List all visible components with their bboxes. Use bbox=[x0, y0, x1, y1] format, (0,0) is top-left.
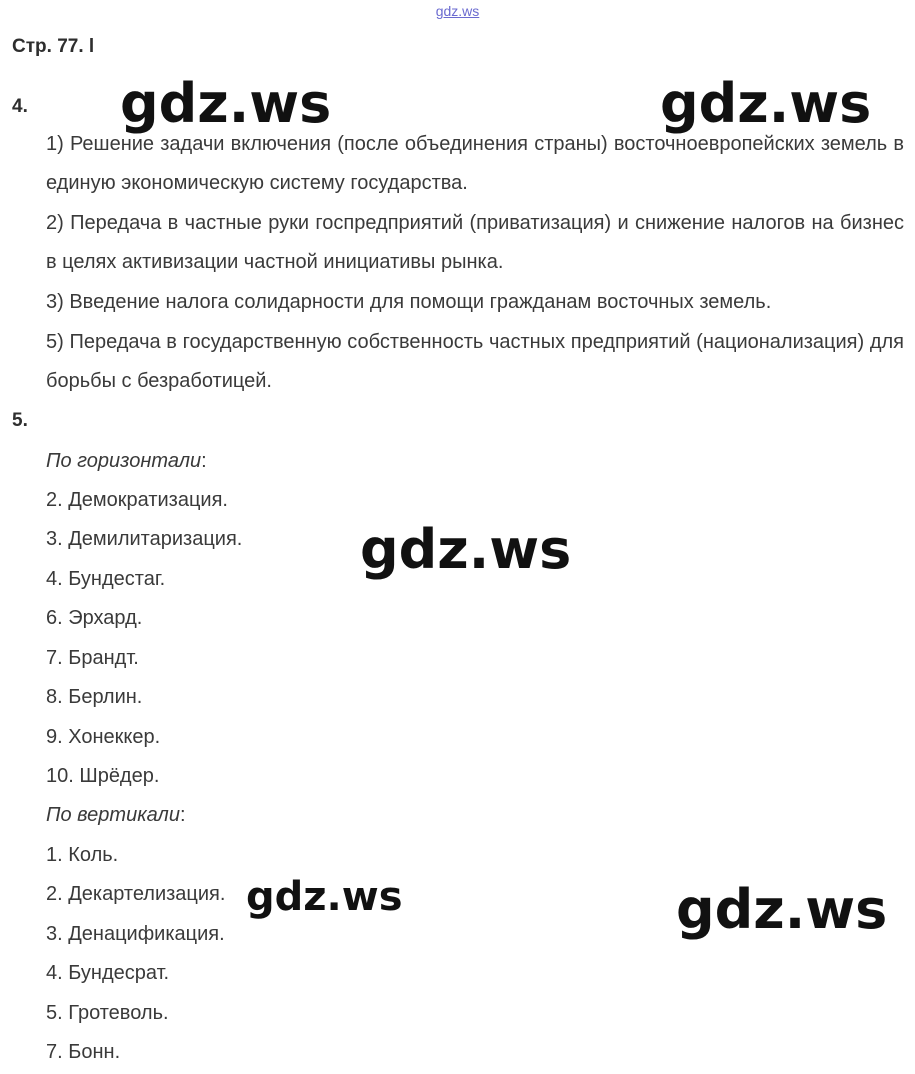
horizontal-answer: 6. Эрхард. bbox=[46, 607, 143, 629]
task-4-item-1: 1) Решение задачи включения (после объединения страны) восточноевропейских земель в единую экономическую систему государства. bbox=[46, 133, 904, 194]
vertical-answer: 2. Декартелизация. bbox=[46, 883, 226, 905]
task-4-item-2: 2) Передача в частные руки госпредприятий (приватизация) и снижение налогов на бизнес в целях активизации частной инициативы рынка. bbox=[46, 212, 904, 273]
task-4-item-3: 3) Введение налога солидарности для помощи гражданам восточных земель. bbox=[46, 291, 772, 313]
vertical-answer: 4. Бундесрат. bbox=[46, 962, 170, 984]
watermark-bottom-left: gdz.ws bbox=[246, 874, 403, 920]
horizontal-heading: По горизонтали: bbox=[46, 450, 207, 472]
vertical-answer: 3. Денацификация. bbox=[46, 923, 225, 945]
horizontal-title: По горизонтали bbox=[46, 450, 202, 472]
watermark-top-right: gdz.ws bbox=[660, 72, 872, 135]
watermark-top-left: gdz.ws bbox=[120, 72, 332, 135]
vertical-heading: По вертикали: bbox=[46, 804, 186, 826]
horizontal-answer: 9. Хонеккер. bbox=[46, 726, 161, 748]
task-4-number: 4. bbox=[12, 96, 28, 117]
horizontal-answer: 8. Берлин. bbox=[46, 686, 143, 708]
vertical-title: По вертикали bbox=[46, 804, 180, 826]
horizontal-answer: 7. Брандт. bbox=[46, 647, 139, 669]
horizontal-answer: 3. Демилитаризация. bbox=[46, 528, 243, 550]
page-heading: Стр. 77. l bbox=[12, 36, 95, 57]
vertical-answer: 1. Коль. bbox=[46, 844, 119, 866]
watermark-center: gdz.ws bbox=[360, 518, 572, 581]
vertical-answer: 7. Бонн. bbox=[46, 1041, 121, 1063]
watermark-bottom-right: gdz.ws bbox=[676, 878, 888, 941]
top-site-link[interactable]: gdz.ws bbox=[435, 3, 480, 19]
horizontal-answer: 10. Шрёдер. bbox=[46, 765, 160, 787]
horizontal-answer: 2. Демократизация. bbox=[46, 489, 228, 511]
task-5-number: 5. bbox=[12, 410, 28, 431]
task-4-item-5: 5) Передача в государственную собственность частных предприятий (национализация) для борьбы с безработицей. bbox=[46, 331, 904, 392]
horizontal-answer: 4. Бундестаг. bbox=[46, 568, 166, 590]
vertical-answer: 5. Гротеволь. bbox=[46, 1002, 169, 1024]
